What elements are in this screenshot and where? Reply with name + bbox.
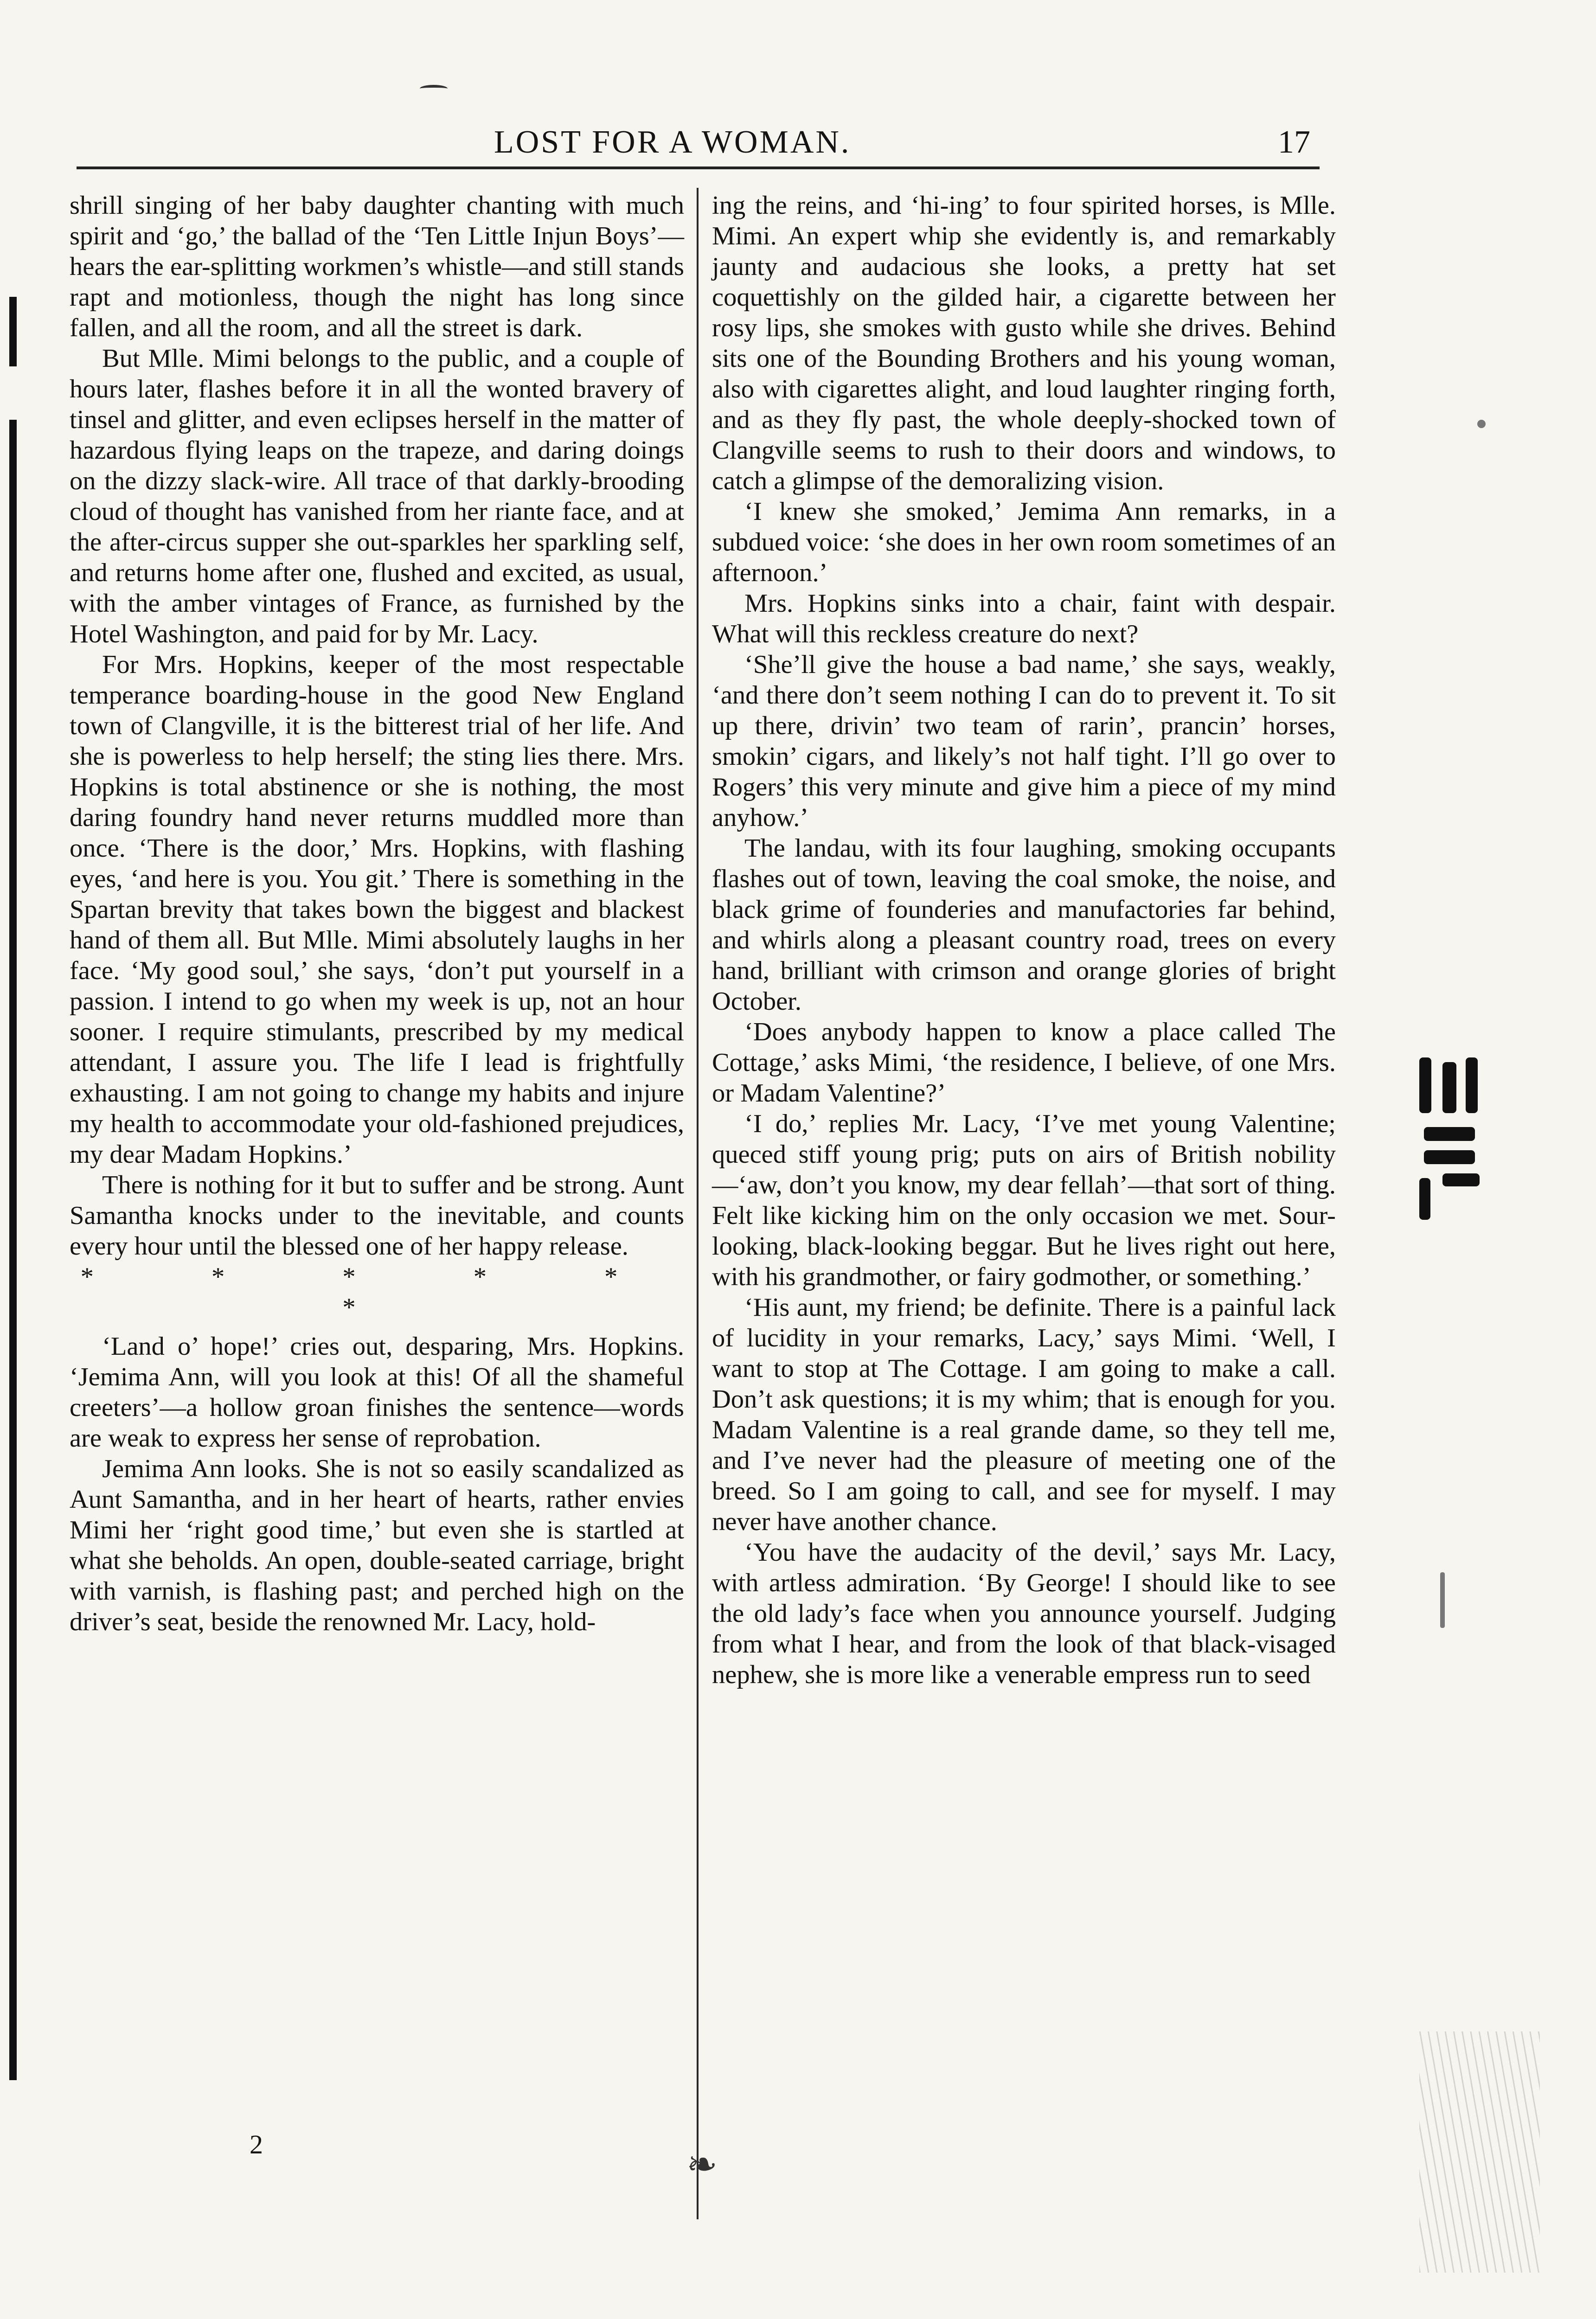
column-divider: [697, 188, 699, 2219]
paragraph: For Mrs. Hopkins, keeper of the most respectable temperance boarding-house in the good New England town of Clangville, it is the bitterest trial of her life. And she is powerless to help herself; the sting lies there. Mrs. Hopkins is total abstinence or she is nothing, the most daring foundry hand never returns muddled more than once. ‘There is the door,’ Mrs. Hopkins, with flashing eyes, ‘and here is you. You git.’ There is something in the Spartan brevity that takes bown the biggest and blackest hand of them all. But Mlle. Mimi absolutely laughs in her face. ‘My good soul,’ she says, ‘don’t put yourself in a passion. I intend to go when my week is up, not an hour sooner. I require stimulants, prescribed by my medical attendant, I assure you. The life I lead is frightfully exhausting. I am not going to change my habits and injure my health to accommodate your old-fashioned prejudices, my dear Madam Hopkins.’: [70, 650, 684, 1169]
paragraph: ‘I do,’ replies Mr. Lacy, ‘I’ve met young Valentine; queced stiff young prig; puts on airs of British nobility—‘aw, don’t you know, my dear fellah’—that sort of thing. Felt like kicking him on the only occasion we met. Sour-looking, black-looking beggar. But he lives right out here, with his grandmother, or fairy godmother, or something.’: [712, 1109, 1336, 1291]
paragraph: Jemima Ann looks. She is not so easily scandalized as Aunt Samantha, and in her heart of hearts, rather envies Mimi her ‘right good time,’ but even she is startled at what she beholds. An open, double-seated carriage, bright with varnish, is flashing past; and perched high on the driver’s seat, beside the renowned Mr. Lacy, hold-: [70, 1454, 684, 1636]
paper-smudge: [1419, 2031, 1540, 2273]
page-number: 17: [1278, 124, 1310, 160]
paragraph: ‘She’ll give the house a bad name,’ she says, weakly, ‘and there don’t seem nothing I can do to prevent it. To sit up there, drivin’ two team of rarin’, prancin’ horses, smokin’ cigars, and likely’s not half tight. I’ll go over to Rogers’ this very minute and give him a piece of my mind anyhow.’: [712, 650, 1336, 832]
margin-bar-long: [9, 420, 17, 2080]
signature-mark: 2: [250, 2129, 263, 2159]
ink-flourish-icon: ❧: [686, 2145, 718, 2185]
margin-bar-top: [9, 297, 17, 366]
top-ink-mark: [420, 85, 448, 92]
header-rule: [77, 167, 1320, 169]
paragraph: There is nothing for it but to suffer and be strong. Aunt Samantha knocks under to the inevitable, and counts every hour until the blessed one of her happy release.: [70, 1171, 684, 1261]
ink-speck: [1477, 420, 1486, 428]
paragraph: ‘His aunt, my friend; be definite. There is a painful lack of lucidity in your remarks, Lacy,’ says Mimi. ‘Well, I want to stop at The Cottage. I am going to make a call. Don’t ask questions; it is my whim; that is enough for you. Madam Valentine is a real grande dame, so they tell me, and I’ve never had the pleasure of meeting one of the breed. So I am going to call, and see for myself. I may never have another chance.: [712, 1293, 1336, 1536]
section-break: * * * * * *: [80, 1262, 673, 1322]
running-head: [77, 118, 1320, 169]
paragraph: The landau, with its four laughing, smoking occupants flashes out of town, leaving the coal smoke, the noise, and black grime of founderies and manufactories far behind, and whirls along a pleasant country road, trees on every hand, brilliant with crimson and orange glories of bright October.: [712, 834, 1336, 1016]
paragraph: ‘Does anybody happen to know a place called The Cottage,’ asks Mimi, ‘the residence, I believe, of one Mrs. or Madam Valentine?’: [712, 1018, 1336, 1108]
running-title: LOST FOR A WOMAN.: [494, 124, 851, 160]
right-column: [712, 190, 1336, 1690]
library-stamp-icon: [1415, 1057, 1489, 1224]
left-column: [70, 190, 684, 1637]
paragraph: ‘You have the audacity of the devil,’ says Mr. Lacy, with artless admiration. ‘By George! I should like to see the old lady’s face when you announce yourself. Judging from what I hear, and from the look of that black-visaged nephew, she is more like a venerable empress run to seed: [712, 1538, 1336, 1689]
paragraph: ing the reins, and ‘hi-ing’ to four spirited horses, is Mlle. Mimi. An expert whip she evidently is, and remarkably jaunty and audacious she looks, a pretty hat set coquettishly on the gilded hair, a cigarette between her rosy lips, she smokes with gusto while she drives. Behind sits one of the Bounding Brothers and his young woman, also with cigarettes alight, and loud laughter ringing forth, and as they fly past, the whole deeply-shocked town of Clangville seems to rush to their doors and windows, to catch a glimpse of the demoralizing vision.: [712, 191, 1336, 495]
ink-speck: [1440, 1572, 1445, 1628]
paragraph: ‘I knew she smoked,’ Jemima Ann remarks, in a subdued voice: ‘she does in her own room sometimes of an afternoon.’: [712, 497, 1336, 587]
paragraph: Mrs. Hopkins sinks into a chair, faint with despair. What will this reckless creature do next?: [712, 589, 1336, 648]
paragraph: ‘Land o’ hope!’ cries out, desparing, Mrs. Hopkins. ‘Jemima Ann, will you look at this! Of all the shameful creeters’—a hollow groan finishes the sentence—words are weak to express her sense of reprobation.: [70, 1332, 684, 1453]
paragraph: shrill singing of her baby daughter chanting with much spirit and ‘go,’ the ballad of the ‘Ten Little Injun Boys’—hears the ear-splitting workmen’s whistle—and still stands rapt and motionless, though the night has long since fallen, and all the room, and all the street is dark.: [70, 191, 684, 342]
paragraph: But Mlle. Mimi belongs to the public, and a couple of hours later, flashes before it in all the wonted bravery of tinsel and glitter, and even eclipses herself in the matter of hazardous flying leaps on the trapeze, and daring doings on the dizzy slack-wire. All trace of that darkly-brooding cloud of thought has vanished from her riante face, and at the after-circus supper she out-sparkles her sparkling self, and returns home after one, flushed and excited, as usual, with the amber vintages of France, as furnished by the Hotel Washington, and paid for by Mr. Lacy.: [70, 344, 684, 648]
